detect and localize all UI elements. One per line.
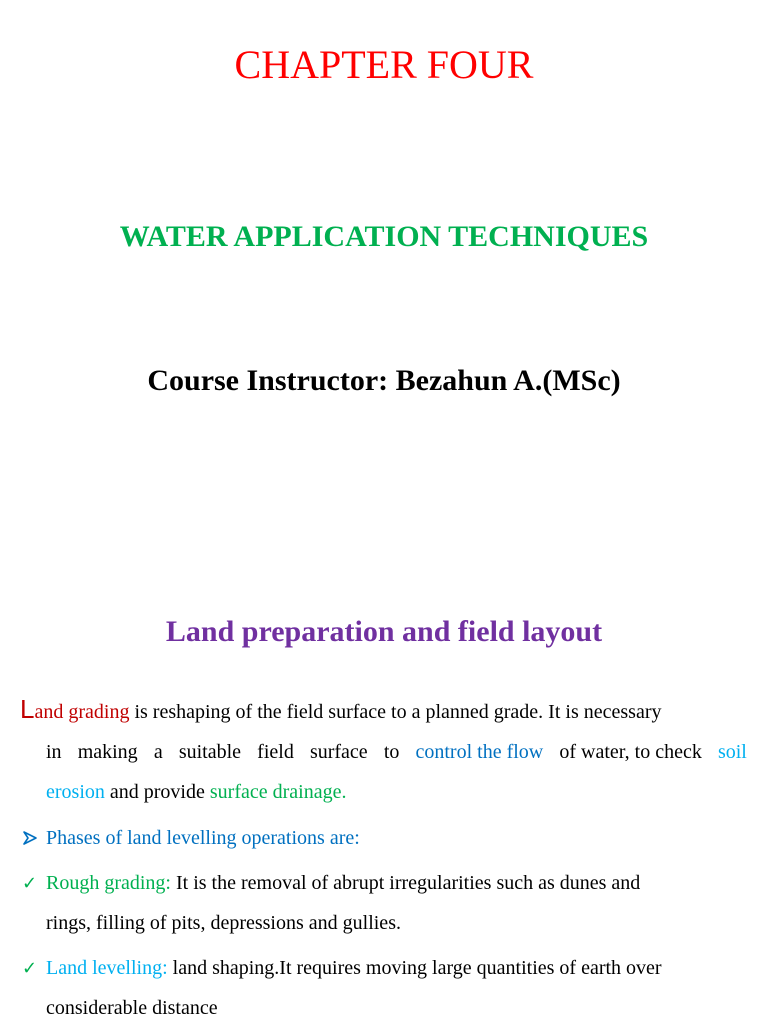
paragraph-word: making <box>77 741 138 763</box>
rough-grading-term: Rough grading: <box>46 872 171 894</box>
course-instructor: Course Instructor: Bezahun A.(MSc) <box>147 364 621 397</box>
rough-grading-continuation: rings, filling of pits, depressions and gullies. <box>46 912 401 934</box>
chapter-subtitle: WATER APPLICATION TECHNIQUES <box>119 220 649 253</box>
land-levelling-continuation: considerable distance <box>46 997 218 1019</box>
checkmark-icon: ✓ <box>22 958 38 979</box>
paragraph-text-3: and provide <box>104 781 210 803</box>
phases-intro-text: Phases of land levelling operations are: <box>46 827 360 849</box>
paragraph-word: a <box>153 741 163 763</box>
rough-grading-text: It is the removal of abrupt irregularities such as dunes and <box>171 872 641 894</box>
land-levelling-text: land shaping.It requires moving large quantities of earth over <box>167 957 662 979</box>
paragraph-word: to <box>383 741 400 763</box>
paragraph-line-1 <box>20 694 662 724</box>
rough-grading-item <box>22 871 640 896</box>
paragraph-word: surface <box>309 741 368 763</box>
paragraph-line-2 <box>46 740 747 764</box>
arrow-bullet-icon <box>22 828 46 852</box>
paragraph-line-3 <box>46 780 346 804</box>
land-levelling-item <box>22 956 662 981</box>
paragraph-word: suitable <box>178 741 242 763</box>
highlight-surface-drainage: surface drainage. <box>209 781 347 803</box>
land-levelling-term: Land levelling: <box>46 957 168 979</box>
drop-cap-letter: L <box>20 694 35 724</box>
paragraph-word: field <box>257 741 294 763</box>
paragraph-text-1: is reshaping of the field surface to a planned grade. It is necessary <box>129 701 662 723</box>
phases-intro-item <box>22 826 360 852</box>
chapter-title: CHAPTER FOUR <box>234 42 534 87</box>
section-heading: Land preparation and field layout <box>165 615 603 648</box>
highlight-erosion: erosion <box>46 781 105 803</box>
checkmark-icon: ✓ <box>22 873 38 894</box>
paragraph-word: in <box>46 741 62 763</box>
paragraph-text-2: of water, to check <box>559 741 702 763</box>
term-land-grading: and grading <box>34 701 130 723</box>
highlight-soil: soil <box>717 741 747 763</box>
highlight-control-the-flow: control the flow <box>415 741 544 763</box>
